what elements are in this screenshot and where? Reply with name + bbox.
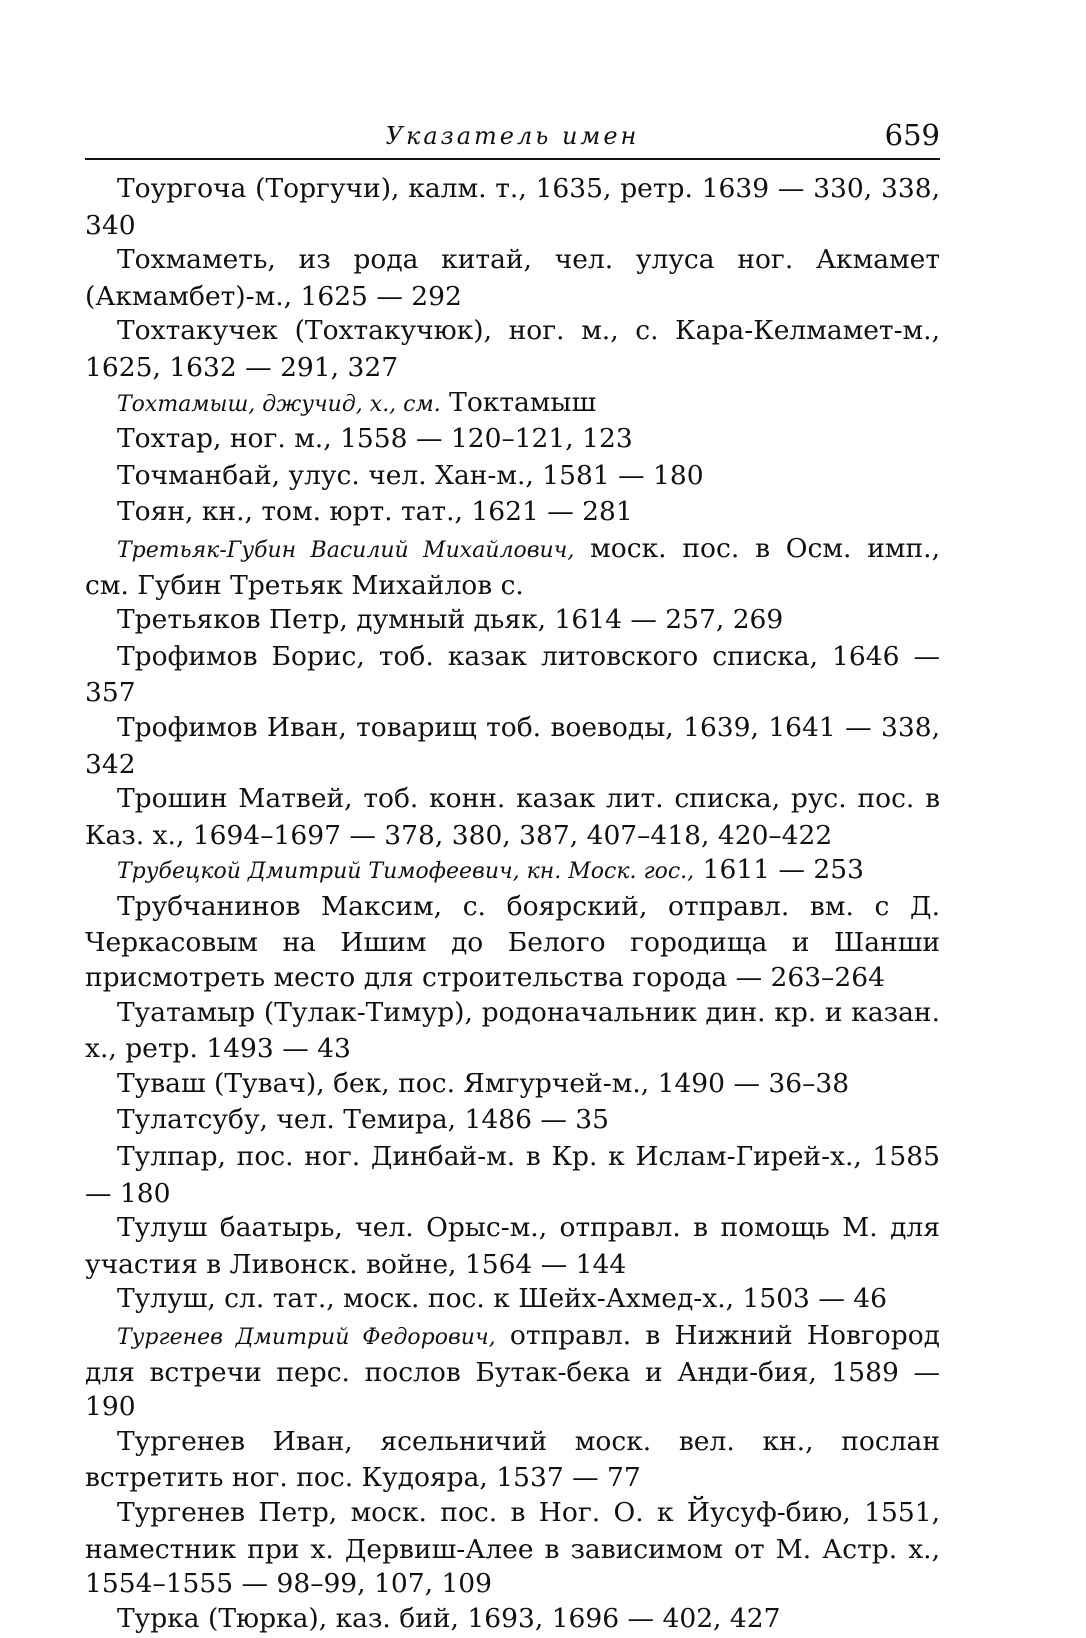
entry-text: Токтамыш [440,386,597,418]
entry-lead: Тургенев Дмитрий Федорович, [117,1325,496,1350]
entry-text: моск. пос. в Осм. имп., см. Губин Третьяк Михайлов с. [85,532,941,601]
index-entry [85,532,940,603]
entry-text: Трофимов Иван, товарищ тоб. воеводы, 1639, 1641 — 338, 342 [85,711,940,780]
entry-text: Тулуш, сл. тат., моск. пос. к Шейх-Ахмед-х., 1503 — 46 [117,1283,887,1315]
page-number: 659 [884,118,940,152]
index-entry [85,172,940,243]
index-entry [85,1211,940,1282]
entry-text: Туваш (Тувач), бек, пос. Ямгурчей-м., 1490 — 36–38 [117,1067,850,1099]
index-entry [85,1496,940,1602]
index-entry [85,314,940,385]
index-entry [85,890,940,996]
entry-lead: Трубецкой Дмитрий Тимофеевич, кн. Моск. гос., [117,859,695,885]
index-entry [85,1103,940,1140]
index-entry [85,640,940,711]
index-entry [85,1282,940,1319]
entry-text: Тулатсубу, чел. Темира, 1486 — 35 [117,1104,610,1136]
index-entry [85,603,940,640]
entry-text: Тулпар, пос. ног. Динбай-м. в Кр. к Ислам-Гирей-х., 1585 — 180 [85,1141,940,1209]
index-entry [85,459,940,496]
entry-text: Тохтакучек (Тохтакучюк), ног. м., с. Кара-Келмамет-м., 1625, 1632 — 291, 327 [85,315,940,383]
running-header [85,118,940,160]
index-entries [85,172,940,1638]
entry-text: Тохтар, ног. м., 1558 — 120–121, 123 [117,423,633,455]
index-entry [85,853,940,890]
entry-text: 1611 — 253 [694,854,864,886]
entry-lead: Тохтамыш, джучид, х., см. [117,391,441,417]
entry-text: Турка (Тюрка), каз. бий, 1693, 1696 — 402, 427 [117,1602,781,1634]
entry-text: Трошин Матвей, тоб. конн. казак лит. списка, рус. пос. в Каз. х., 1694–1697 — 378, 380, 387, 407–418, 420–422 [85,783,940,851]
entry-text: Точманбай, улус. чел. Хан-м., 1581 — 180 [117,459,704,491]
entry-text: отправл. в Нижний Новгород для встречи перс. послов Бутак-бека и Анди-бия, 1589 — 190 [85,1320,940,1423]
index-entry [85,1067,940,1104]
entry-text: Тохмаметь, из рода китай, чел. улуса ног. Акмамет (Акмамбет)-м., 1625 — 292 [85,244,940,312]
entry-lead: Третьяк-Губин Василий Михайлович, [117,537,575,563]
index-entry [85,1602,940,1638]
entry-text: Тургенев Петр, моск. пос. в Ног. О. к Йусуф-бию, 1551, наместник при х. Дервиш-Алее в зависимом от М. Астр. х., 1554–1555 — 98–99, 107, 109 [85,1496,940,1600]
entry-text: Тоян, кн., том. юрт. тат., 1621 — 281 [117,496,633,528]
index-entry [85,996,940,1067]
entry-text: Третьяков Петр, думный дьяк, 1614 — 257, 269 [117,604,784,636]
index-entry [85,1425,940,1496]
entry-text: Трофимов Борис, тоб. казак литовского списка, 1646 — 357 [85,640,940,709]
running-header-title: Указатель имен [385,122,640,150]
index-entry [85,1319,940,1425]
entry-text: Трубчанинов Максим, с. боярский, отправл. вм. с Д. Черкасовым на Ишим до Белого городища и Шанши присмотреть место для строительства города — 263–264 [85,890,940,994]
index-entry [85,422,940,459]
entry-text: Тургенев Иван, ясельничий моск. вел. кн., послан встретить ног. пос. Кудояра, 1537 — 77 [85,1425,940,1494]
index-entry [85,711,940,782]
index-entry [85,1140,940,1211]
index-entry [85,386,940,423]
entry-text: Тулуш баатырь, чел. Орыс-м., отправл. в помощь М. для участия в Ливонск. войне, 1564 — 144 [85,1212,940,1280]
entry-text: Тоургоча (Торгучи), калм. т., 1635, ретр. 1639 — 330, 338, 340 [85,173,940,241]
entry-text: Туатамыр (Тулак-Тимур), родоначальник дин. кр. и казан. х., ретр. 1493 — 43 [85,996,940,1065]
index-entry [85,243,940,314]
index-entry [85,782,940,853]
index-entry [85,495,940,532]
